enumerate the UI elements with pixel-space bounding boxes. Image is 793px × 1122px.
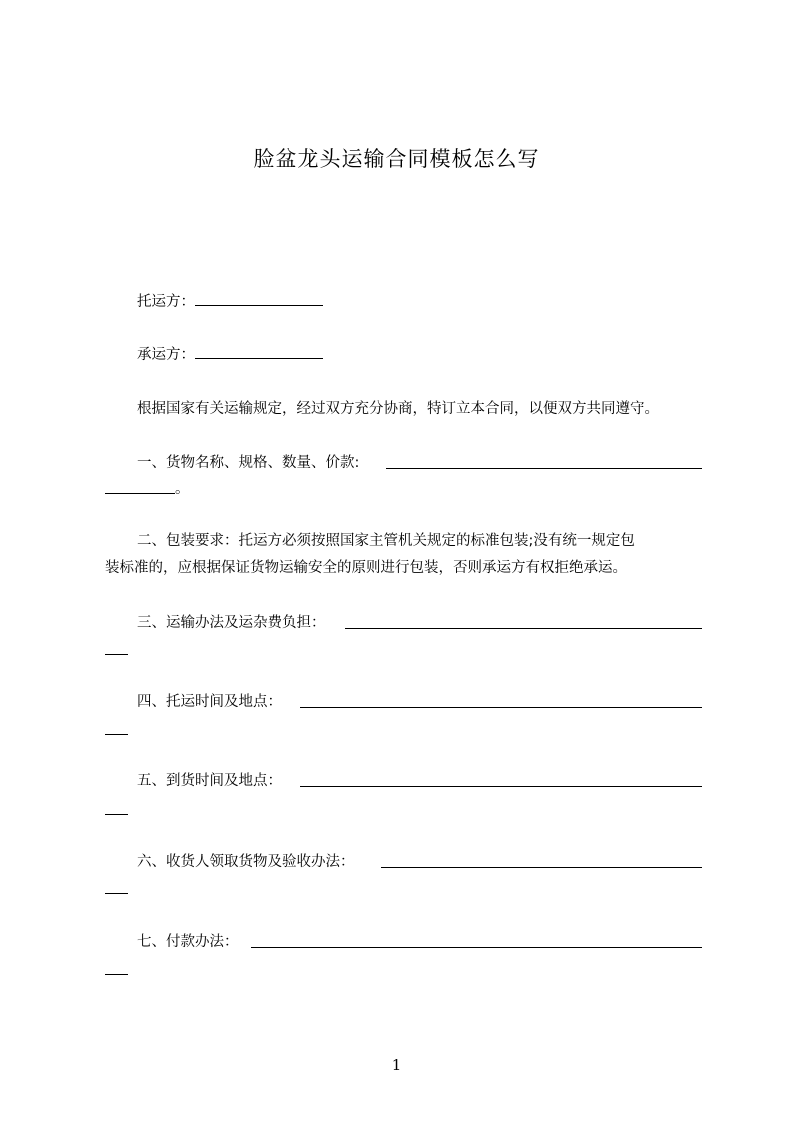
item3-label: 三、运输办法及运杂费负担： xyxy=(137,615,326,631)
item5-blank-cont[interactable] xyxy=(105,814,128,815)
item1-line xyxy=(137,453,703,473)
carrier-blank[interactable] xyxy=(195,344,323,359)
item5-label: 五、到货时间及地点： xyxy=(137,773,282,789)
item5-blank[interactable] xyxy=(300,786,702,787)
consignor-blank[interactable] xyxy=(195,291,323,306)
item3-line xyxy=(137,613,703,633)
consignor-label: 托运方： xyxy=(137,294,195,310)
item2-line2: 装标准的，应根据保证货物运输安全的原则进行包装，否则承运方有权拒绝承运。 xyxy=(105,560,627,576)
item1-end: 。 xyxy=(175,481,190,497)
item4-blank-cont[interactable] xyxy=(105,734,128,735)
item5-line xyxy=(137,771,703,791)
carrier-line xyxy=(137,344,735,365)
item6-line xyxy=(137,852,703,872)
item7-line xyxy=(137,932,703,952)
item1-blank[interactable] xyxy=(386,468,702,469)
item7-label: 七、付款办法： xyxy=(137,934,239,950)
item2-line1: 二、包装要求：托运方必须按照国家主管机关规定的标准包装;没有统一规定包 xyxy=(137,533,635,549)
item3-blank-cont[interactable] xyxy=(105,654,128,655)
item6-blank[interactable] xyxy=(381,867,702,868)
consignor-line xyxy=(137,291,735,312)
item4-label: 四、托运时间及地点： xyxy=(137,694,282,710)
item6-blank-cont[interactable] xyxy=(105,893,128,894)
item1-blank-cont[interactable] xyxy=(105,493,175,494)
intro-paragraph: 根据国家有关运输规定，经过双方充分协商，特订立本合同，以便双方共同遵守。 xyxy=(137,401,659,417)
item3-blank[interactable] xyxy=(345,628,702,629)
item7-blank[interactable] xyxy=(251,947,702,948)
item1-label: 一、货物名称、规格、数量、价款: xyxy=(137,455,360,471)
item7-blank-cont[interactable] xyxy=(105,974,128,975)
item4-line xyxy=(137,692,703,712)
carrier-label: 承运方： xyxy=(137,347,195,363)
page-number: 1 xyxy=(391,1056,402,1074)
item4-blank[interactable] xyxy=(300,707,702,708)
document-title: 脸盆龙头运输合同模板怎么写 xyxy=(253,147,540,171)
item6-label: 六、收货人领取货物及验收办法： xyxy=(137,854,355,870)
